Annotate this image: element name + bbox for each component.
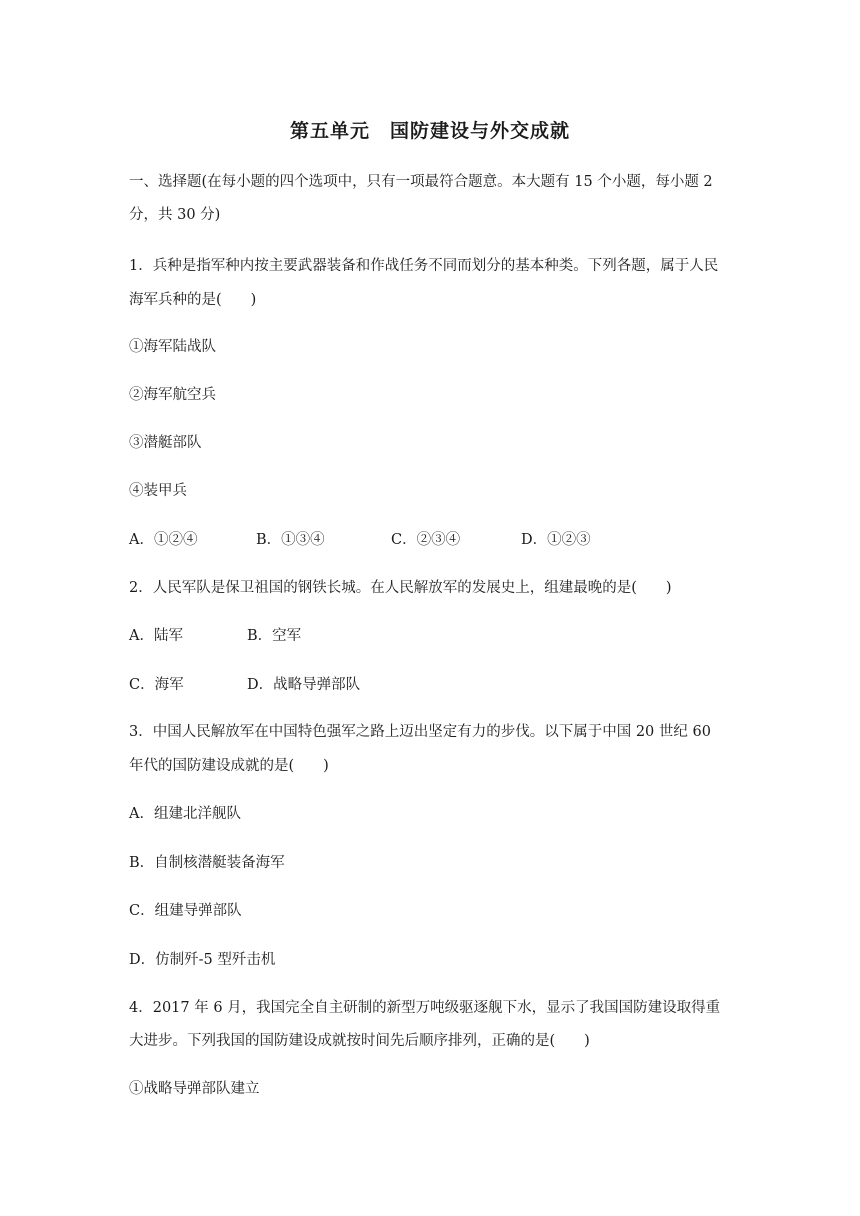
section-heading-line-1: 一、选择题(在每小题的四个选项中，只有一项最符合题意。本大题有 15 个小题，每小题 2 <box>129 174 713 190</box>
question-3-option-c: C．组建导弹部队 <box>129 903 242 919</box>
page-title: 第五单元 国防建设与外交成就 <box>289 120 570 142</box>
section-heading-line-2: 分，共 30 分) <box>129 207 221 223</box>
question-3-option-b: B．自制核潜艇装备海军 <box>129 855 285 871</box>
question-1-option-d: D．①②③ <box>521 532 591 548</box>
question-1-stem-line-1: 1．兵种是指军种内按主要武器装备和作战任务不同而划分的基本种类。下列各题，属于人民 <box>129 258 719 274</box>
question-4-stem-line-1: 4．2017 年 6 月，我国完全自主研制的新型万吨级驱逐舰下水，显示了我国国防建设取得重 <box>129 1000 721 1016</box>
question-2-option-d: D．战略导弹部队 <box>247 677 361 693</box>
question-2-option-c: C．海军 <box>129 677 184 693</box>
question-2-stem-line-1: 2．人民军队是保卫祖国的钢铁长城。在人民解放军的发展史上，组建最晚的是( ) <box>129 580 672 596</box>
question-1-stem-line-2: 海军兵种的是( ) <box>129 292 257 308</box>
question-2-option-a: A．陆军 <box>129 628 183 644</box>
question-3-stem-line-1: 3．中国人民解放军在中国特色强军之路上迈出坚定有力的步伐。以下属于中国 20 世纪 60 <box>129 724 711 740</box>
question-3-option-a: A．组建北洋舰队 <box>129 806 241 822</box>
question-1-item-2: ②海军航空兵 <box>129 387 216 403</box>
question-1-option-c: C．②③④ <box>391 532 461 548</box>
question-4-item-1: ①战略导弹部队建立 <box>129 1081 260 1097</box>
question-3-stem-line-2: 年代的国防建设成就的是( ) <box>129 758 329 774</box>
question-2-option-b: B．空军 <box>247 628 302 644</box>
question-1-item-3: ③潜艇部队 <box>129 435 202 451</box>
question-3-option-d: D．仿制歼-5 型歼击机 <box>129 952 276 968</box>
question-1-item-4: ④装甲兵 <box>129 483 187 499</box>
question-4-stem-line-2: 大进步。下列我国的国防建设成就按时间先后顺序排列，正确的是( ) <box>129 1033 590 1049</box>
question-1-option-b: B．①③④ <box>256 532 325 548</box>
question-1-item-1: ①海军陆战队 <box>129 339 216 355</box>
question-1-option-a: A．①②④ <box>129 532 198 548</box>
